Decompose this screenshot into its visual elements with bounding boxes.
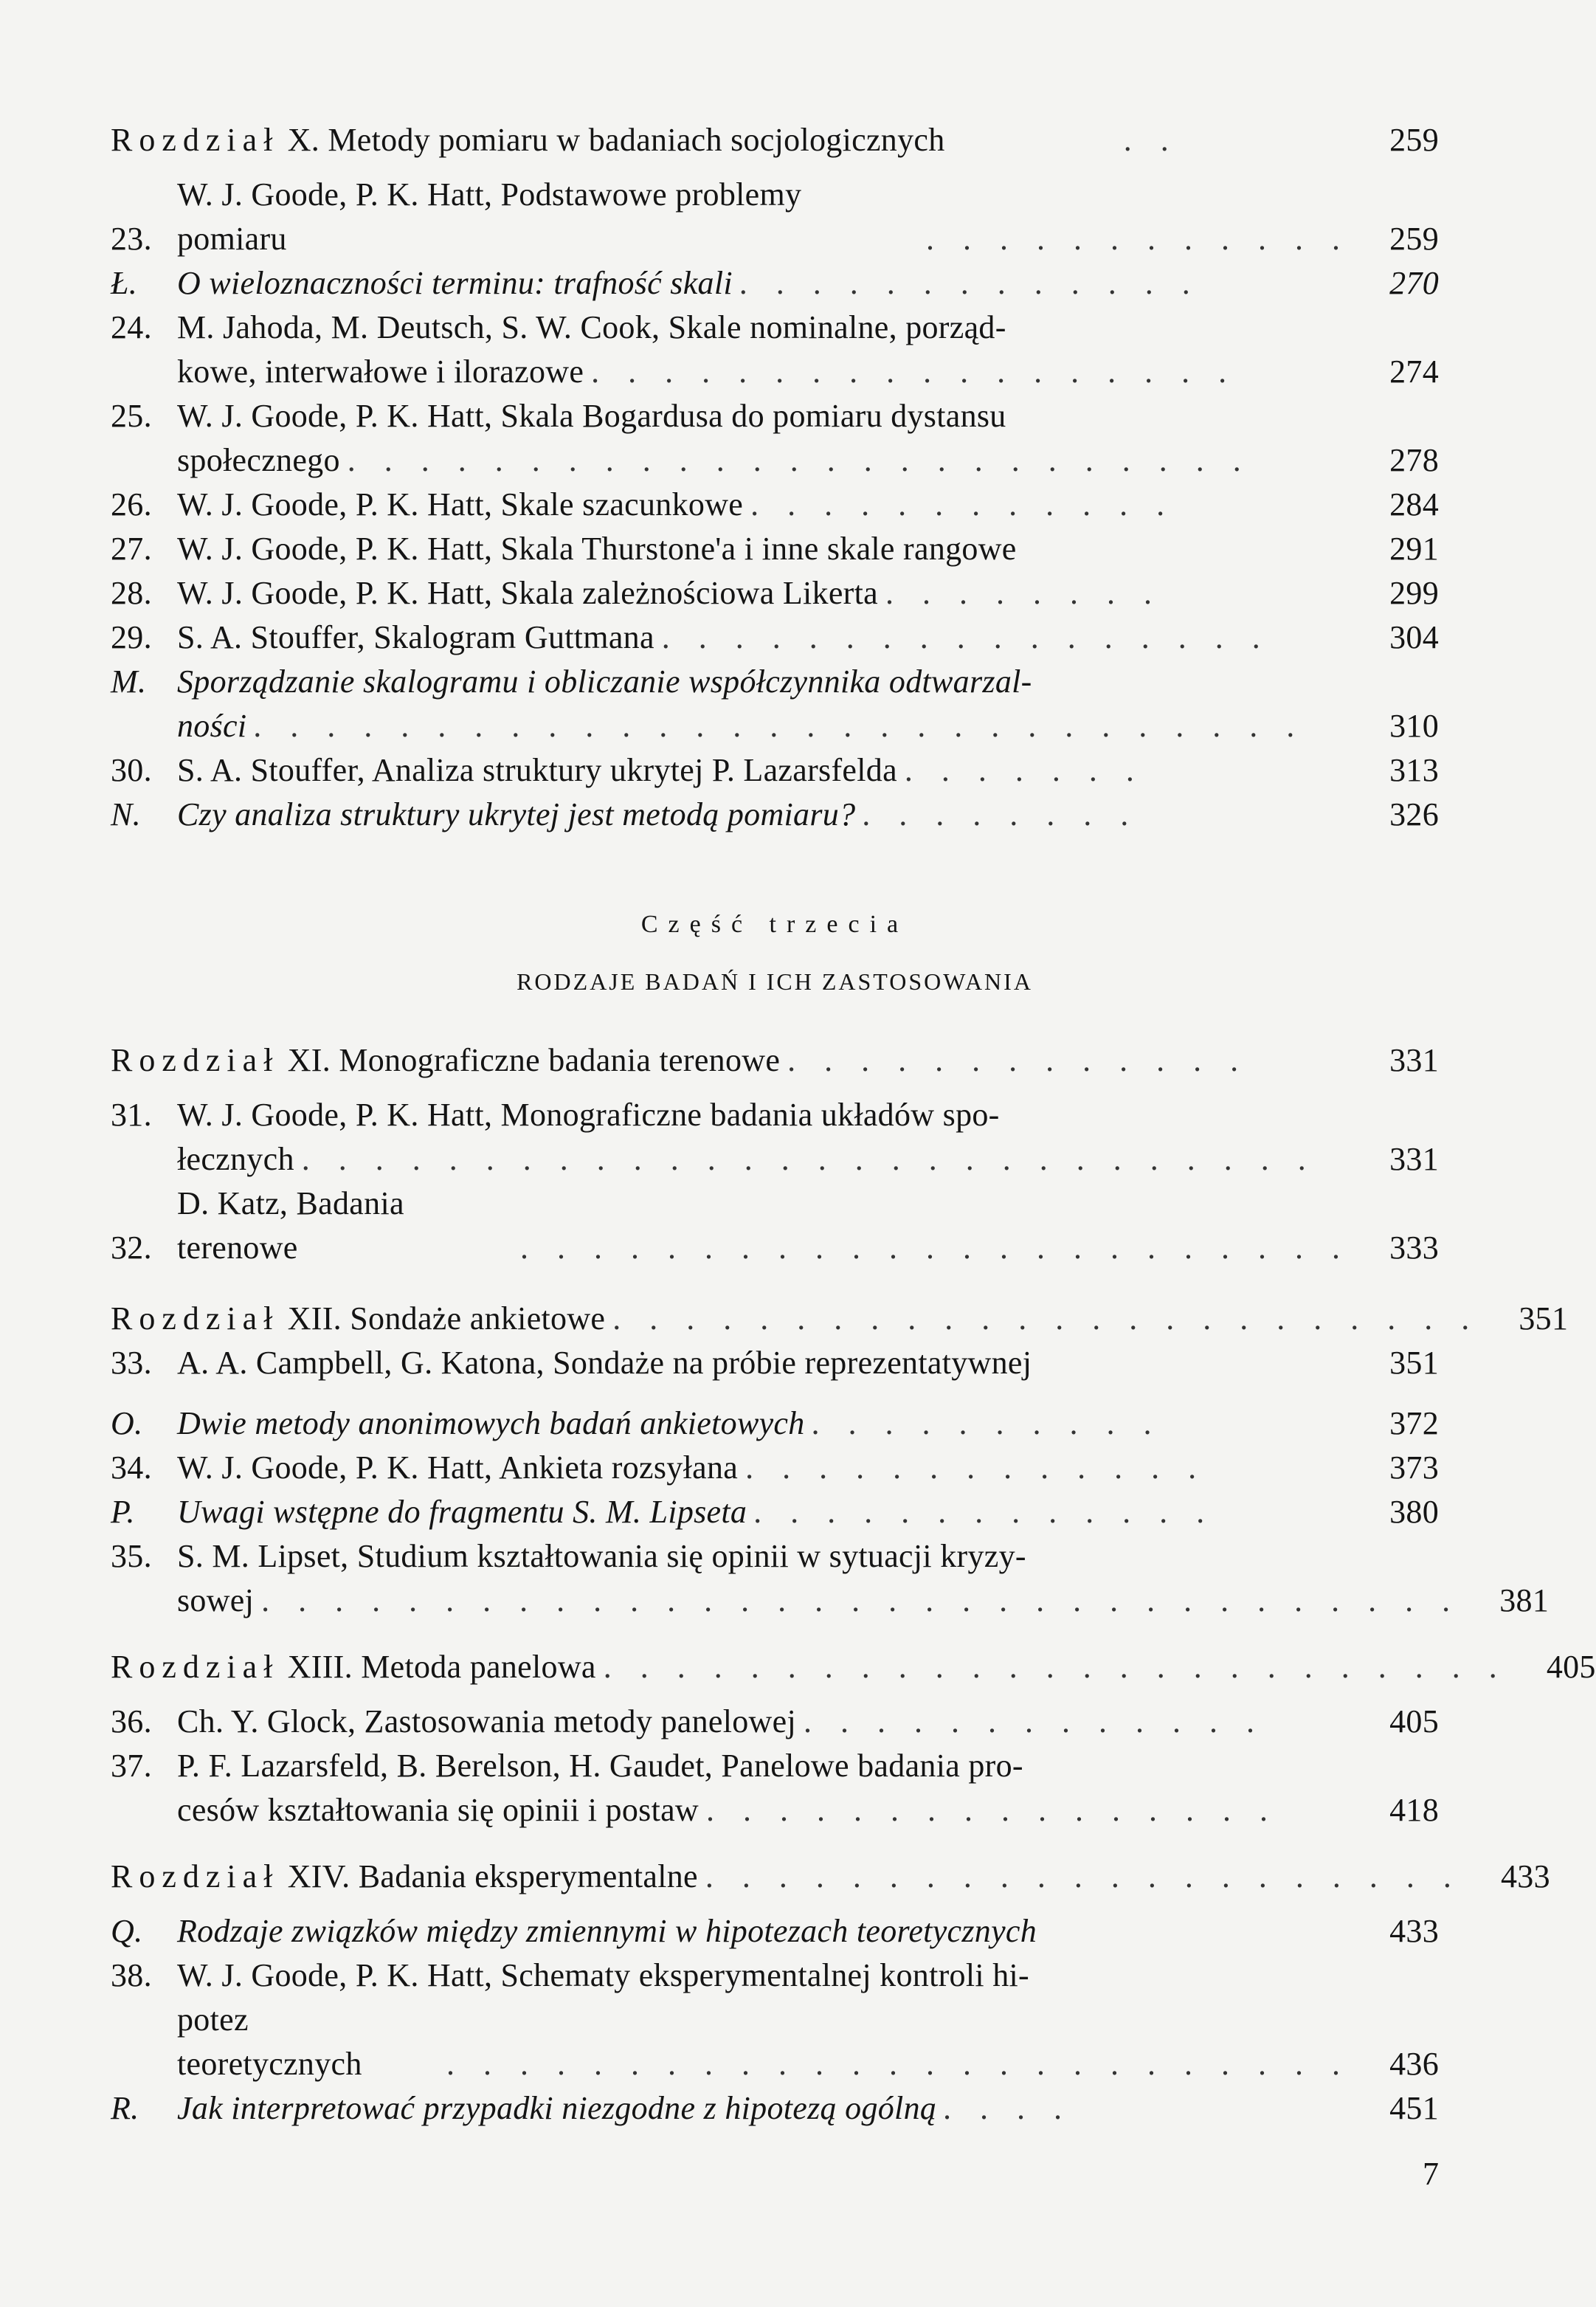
entry-number: 33. <box>111 1345 152 1381</box>
toc-entry <box>111 394 1439 483</box>
toc-line <box>111 438 1439 483</box>
toc-line <box>111 1534 1439 1579</box>
page-number: 304 <box>1389 619 1439 655</box>
page-number: 373 <box>1389 1449 1439 1486</box>
toc-line <box>111 394 1439 438</box>
toc-line <box>111 1998 1439 2086</box>
dot-leaders: . . . . . . . <box>904 752 1144 788</box>
toc-text <box>111 1083 1439 1093</box>
toc-line <box>111 1093 1439 1137</box>
toc-text: społecznego <box>177 442 340 478</box>
entry-number: 29. <box>111 619 152 655</box>
toc-line <box>111 1788 1439 1832</box>
page-number: 291 <box>1389 531 1439 567</box>
dot-leaders: . . . . . . . . . . . . . . . . <box>706 1792 1278 1828</box>
toc-line <box>111 306 1439 350</box>
toc-text: potez teoretycznych <box>177 2001 362 2082</box>
toc-text: W. J. Goode, P. K. Hatt, Ankieta rozsyłana <box>177 1449 739 1486</box>
entry-number: 23. <box>111 221 152 257</box>
entry-number: 32. <box>111 1230 152 1266</box>
dot-leaders: . . . . . . . . . . . . . . . . . . . . . . . . . . . . . <box>254 708 1306 744</box>
page-number: 274 <box>1389 354 1439 390</box>
toc-entry <box>111 793 1439 837</box>
dot-leaders: . . . . . . . . . . . . . . . . . . <box>591 354 1237 390</box>
dot-leaders: . . . . . . . . . . <box>812 1405 1163 1441</box>
toc-text <box>111 1623 1439 1645</box>
toc-chapter-heading <box>111 118 1439 162</box>
toc-text: W. J. Goode, P. K. Hatt, Podstawowe problemy pomiaru <box>177 176 802 257</box>
dot-leaders: . . . . . . . . . . . . . . . . . . . . . . . . . . . . . . . . . <box>261 1582 1461 1618</box>
dot-leaders: . . . . . . . . <box>863 796 1140 832</box>
entry-number: Q. <box>111 1913 143 1949</box>
page-number: 436 <box>1389 2046 1439 2082</box>
toc-text: P. F. Lazarsfeld, B. Berelson, H. Gaudet, Panelowe badania pro- <box>177 1748 1023 1784</box>
entry-number: 30. <box>111 752 152 788</box>
entry-number: 38. <box>111 1957 152 1993</box>
dot-leaders: . . . . . . . . . . . . <box>926 221 1350 257</box>
toc-text: S. A. Stouffer, Analiza struktury ukrytej P. Lazarsfelda <box>177 752 897 788</box>
section-title: RODZAJE BADAŃ I ICH ZASTOSOWANIA <box>517 968 1033 995</box>
entry-number: 26. <box>111 486 152 523</box>
toc-text <box>111 162 1439 173</box>
toc-text <box>111 1297 605 1341</box>
toc-entry <box>111 1953 1439 2086</box>
page-number: 333 <box>1389 1230 1439 1266</box>
toc-text <box>111 1689 1439 1700</box>
toc-text: cesów kształtowania się opinii i postaw <box>177 1792 699 1828</box>
toc-entry <box>111 615 1439 660</box>
page-number: 405 <box>1389 1703 1439 1739</box>
toc-entry <box>111 571 1439 615</box>
toc-line <box>111 1744 1439 1788</box>
toc-text: ności <box>177 708 247 744</box>
page-number: 259 <box>1389 122 1439 158</box>
dot-leaders: . . . . . . . . . . . . . . . . . <box>661 619 1271 655</box>
entry-number: 31. <box>111 1097 152 1133</box>
entry-number: N. <box>111 796 141 832</box>
toc-line <box>111 704 1439 748</box>
toc-text: D. Katz, Badania terenowe <box>177 1185 404 1266</box>
toc-entry <box>111 1093 1439 1182</box>
entry-number: R. <box>111 2090 139 2126</box>
toc-text: Jak interpretować przypadki niezgodne z hipotezą ogólną <box>177 2090 937 2126</box>
toc-entry <box>111 173 1439 261</box>
toc-text <box>111 1385 1439 1401</box>
toc-entry <box>111 1744 1439 1832</box>
entry-number: 37. <box>111 1748 152 1784</box>
page-number: 270 <box>1389 265 1439 301</box>
toc-line <box>111 660 1439 704</box>
entry-number: 34. <box>111 1449 152 1486</box>
entry-number: M. <box>111 663 147 700</box>
toc-text: S. M. Lipset, Studium kształtowania się opinii w sytuacji kryzy- <box>177 1538 1026 1574</box>
toc-entry <box>111 1341 1439 1385</box>
toc-entry <box>111 2086 1439 2131</box>
toc-entry <box>111 1909 1439 1953</box>
dot-leaders: . . . . . . . . . . . . . <box>754 1494 1216 1530</box>
toc-text: O wieloznaczności terminu: trafność skali <box>177 265 733 301</box>
toc-text: Rozdział <box>111 1858 280 1894</box>
toc-text: Rozdział <box>111 1300 280 1337</box>
entry-number: P. <box>111 1494 135 1530</box>
toc-text: XII. Sondaże ankietowe <box>287 1300 606 1337</box>
toc-text: Uwagi wstępne do fragmentu S. M. Lipseta <box>177 1494 747 1530</box>
page-number: 381 <box>1499 1582 1550 1618</box>
dot-leaders: . . . . . . . . . . . . . . . . . . . . . . . . . <box>347 442 1251 478</box>
toc-entry <box>111 748 1439 793</box>
toc-text: XIII. Metoda panelowa <box>287 1649 596 1685</box>
toc-text: X. Metody pomiaru w badaniach socjologicznych <box>287 122 945 158</box>
toc-text: Dwie metody anonimowych badań ankietowych <box>177 1405 805 1441</box>
toc-text: W. J. Goode, P. K. Hatt, Monograficzne badania układów spo- <box>177 1097 1000 1133</box>
toc-text: Czy analiza struktury ukrytej jest metodą pomiaru? <box>177 796 856 832</box>
page-number: 380 <box>1389 1494 1439 1530</box>
toc-chapter-heading <box>111 1297 1569 1341</box>
toc-text <box>111 1645 596 1689</box>
page-number: 418 <box>1389 1792 1439 1828</box>
toc-text <box>111 1038 780 1083</box>
dot-leaders: . . . . . . . . . . . . . . . . . . . . . . . . <box>612 1300 1480 1337</box>
page-number: 299 <box>1389 575 1439 611</box>
toc-text: W. J. Goode, P. K. Hatt, Skala Bogardusa do pomiaru dystansu <box>177 398 1006 434</box>
toc-entry <box>111 1446 1439 1490</box>
toc-line <box>111 1137 1439 1182</box>
entry-number: 24. <box>111 309 152 345</box>
dot-leaders: . . . . . . . . . . . . . . . . . . . . . . . . . <box>603 1649 1507 1685</box>
page-number: 278 <box>1389 442 1439 478</box>
entry-number: 25. <box>111 398 152 434</box>
toc-entry <box>111 1401 1439 1446</box>
page-number: 451 <box>1389 2090 1439 2126</box>
page-number: 405 <box>1546 1649 1596 1685</box>
toc-text: W. J. Goode, P. K. Hatt, Skala Thurstone'a i inne skale rangowe <box>177 531 1017 567</box>
page-number: 372 <box>1389 1405 1439 1441</box>
entry-number: 27. <box>111 531 152 567</box>
toc-text: XIV. Badania eksperymentalne <box>287 1858 698 1894</box>
page-number: 331 <box>1389 1141 1439 1177</box>
toc-chapter-heading <box>111 1038 1439 1083</box>
toc-text: W. J. Goode, P. K. Hatt, Skala zależnościowa Likerta <box>177 575 878 611</box>
toc-text <box>111 118 1116 162</box>
toc-text: Rodzaje związków między zmiennymi w hipotezach teoretycznych <box>177 1913 1037 1949</box>
dot-leaders: . . . . . . . . . . . . . . . . . . . . . <box>705 1858 1462 1894</box>
entry-number: 36. <box>111 1703 152 1739</box>
toc-text <box>111 1899 1439 1909</box>
page-number: 351 <box>1519 1300 1569 1337</box>
toc-line <box>111 1579 1550 1623</box>
entry-number: Ł. <box>111 265 138 301</box>
page-number: 313 <box>1389 752 1439 788</box>
dot-leaders: . . <box>1123 122 1179 158</box>
toc-text <box>111 1832 1439 1855</box>
toc-text: Ch. Y. Glock, Zastosowania metody panelowej <box>177 1703 796 1739</box>
dot-leaders: . . . . <box>944 2090 1074 2126</box>
page-number: 310 <box>1389 708 1439 744</box>
part-title: Część trzecia <box>640 911 909 938</box>
page-number: 284 <box>1389 486 1439 523</box>
toc-text <box>111 1270 1439 1297</box>
dot-leaders: . . . . . . . . . . . . . . . . . . . . . . . . . <box>446 2046 1350 2082</box>
toc-text: łecznych <box>177 1141 294 1177</box>
dot-leaders: . . . . . . . . . . . . . . . . . . . . . . . . . . . . <box>301 1141 1316 1177</box>
toc-line <box>111 1953 1439 1998</box>
toc-entry <box>111 1534 1550 1623</box>
page-number: 326 <box>1389 796 1439 832</box>
toc-entry <box>111 306 1439 394</box>
toc-section-chapter-x <box>111 118 1596 2131</box>
dot-leaders: . . . . . . . . . . . . . <box>739 265 1201 301</box>
dot-leaders: . . . . . . . . . . . . . <box>803 1703 1265 1739</box>
page-folio: 7 <box>1423 2156 1439 2192</box>
toc-text: W. J. Goode, P. K. Hatt, Skale szacunkowe <box>177 486 744 523</box>
entry-number: O. <box>111 1405 143 1441</box>
entry-number: 35. <box>111 1538 152 1574</box>
dot-leaders: . . . . . . . . . . . . . <box>745 1449 1207 1486</box>
toc-text: S. A. Stouffer, Skalogram Guttmana <box>177 619 654 655</box>
dot-leaders: . . . . . . . . . . . . . <box>787 1042 1249 1078</box>
toc-text: W. J. Goode, P. K. Hatt, Schematy eksperymentalnej kontroli hi- <box>177 1957 1029 1993</box>
toc-entry <box>111 483 1439 527</box>
toc-text: kowe, interwałowe i ilorazowe <box>177 354 584 390</box>
toc-chapter-heading <box>111 1645 1596 1689</box>
toc-entry <box>111 660 1439 748</box>
toc-text <box>111 1855 698 1899</box>
toc-text: XI. Monograficzne badania terenowe <box>287 1042 781 1078</box>
page-number: 433 <box>1389 1913 1439 1949</box>
toc-text: Sporządzanie skalogramu i obliczanie współczynnika odtwarzal- <box>177 663 1032 700</box>
page-number: 351 <box>1389 1345 1439 1381</box>
toc-entry <box>111 1182 1439 1270</box>
toc-text: M. Jahoda, M. Deutsch, S. W. Cook, Skale nominalne, porząd- <box>177 309 1006 345</box>
dot-leaders: . . . . . . . . . . . . . . . . . . . . . . . <box>520 1230 1350 1266</box>
toc-text: sowej <box>177 1582 255 1618</box>
toc-line <box>111 350 1439 394</box>
toc-text: Rozdział <box>111 122 280 158</box>
toc-chapter-heading <box>111 1855 1550 1899</box>
toc-text: Rozdział <box>111 1649 280 1685</box>
page-number: 433 <box>1500 1858 1550 1894</box>
entry-number: 28. <box>111 575 152 611</box>
toc-entry <box>111 1490 1439 1534</box>
toc-text: A. A. Campbell, G. Katona, Sondaże na próbie reprezentatywnej <box>177 1345 1032 1381</box>
page-number: 331 <box>1389 1042 1439 1078</box>
toc-entry <box>111 527 1439 571</box>
dot-leaders: . . . . . . . . . . . . <box>750 486 1175 523</box>
toc-text: Rozdział <box>111 1042 280 1078</box>
toc-entry <box>111 261 1439 306</box>
toc-entry <box>111 1700 1439 1744</box>
page-number: 259 <box>1389 221 1439 257</box>
dot-leaders: . . . . . . . . <box>885 575 1162 611</box>
